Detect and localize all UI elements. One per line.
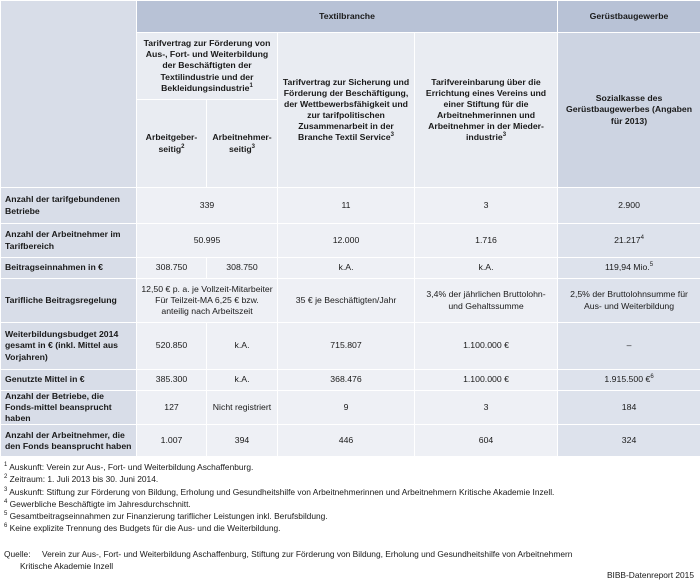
footnote-ref: 3 bbox=[251, 143, 256, 150]
cell-value: 604 bbox=[415, 425, 558, 457]
footnote-text: Auskunft: Verein zur Aus-, Fort- und Weiterbildung Aschaffenburg. bbox=[9, 462, 254, 472]
footnote-ref: 5 bbox=[649, 262, 654, 269]
footnote-ref: 6 bbox=[650, 374, 654, 381]
row-label: Anzahl der Arbeitnehmer im Tarifbereich bbox=[1, 224, 137, 258]
row-label: Anzahl der Betriebe, die Fonds-mittel beansprucht haben bbox=[1, 391, 137, 425]
cell-value: Nicht registriert bbox=[207, 391, 278, 425]
table-row bbox=[1, 224, 700, 258]
report-credit: BIBB-Datenreport 2015 bbox=[606, 570, 694, 580]
cell-value: 1.100.000 € bbox=[415, 370, 558, 391]
footnote-text: Gesamtbeitragseinnahmen zur Finanzierung tariflicher Leistungen inkl. Berufsbildung. bbox=[9, 511, 328, 522]
cell-value: 9 bbox=[278, 391, 415, 425]
cell-value: 50.995 bbox=[137, 224, 278, 258]
cell-value: 1.716 bbox=[415, 224, 558, 258]
header-tv-textil-service bbox=[278, 33, 415, 188]
footnote-number: 5 bbox=[4, 511, 8, 518]
cell-value: 308.750 bbox=[207, 258, 278, 279]
footnote-ref: 1 bbox=[249, 82, 253, 89]
footnote-ref: 4 bbox=[640, 235, 644, 242]
row-label: Genutzte Mittel in € bbox=[1, 370, 137, 391]
cell-value: k.A. bbox=[207, 370, 278, 391]
table-row bbox=[1, 323, 700, 370]
source-line-2: Kritische Akademie Inzell bbox=[20, 561, 114, 572]
cell-value: 3 bbox=[415, 188, 558, 224]
cell-value-text: 21.217 bbox=[614, 234, 641, 245]
footnote bbox=[4, 473, 696, 485]
cell-value: k.A. bbox=[278, 258, 415, 279]
footnote-ref: 3 bbox=[390, 132, 394, 139]
footnote-ref: 3 bbox=[502, 132, 507, 139]
cell-value-text: 119,94 Mio. bbox=[604, 262, 650, 273]
table-row bbox=[1, 279, 700, 323]
row-label: Anzahl der tarifgebundenen Betriebe bbox=[1, 188, 137, 224]
cell-value: 11 bbox=[278, 188, 415, 224]
footnote-text: Auskunft: Stiftung zur Förderung von Bildung, Erholung und Gesundheitshilfe von Arbeitnehmerinnen und Arbeitnehmern Kritische Akademie Inzell. bbox=[9, 486, 555, 497]
row-label: Tarifliche Beitragsregelung bbox=[1, 279, 137, 323]
header-tv-textil-service-text: Tarifvertrag zur Sicherung und Förderung der Beschäftigung, der Wettbewerbsfähigkeit und zur tarifpolitischen Zusammenarbeit in der Branche Textil Service bbox=[282, 76, 410, 143]
cell-value: 127 bbox=[137, 391, 207, 425]
footnote bbox=[4, 486, 696, 498]
footnote-number: 3 bbox=[4, 486, 8, 493]
footnote bbox=[4, 522, 696, 534]
header-arbeitnehmerseitig bbox=[207, 100, 278, 188]
source-line-1: Verein zur Aus-, Fort- und Weiterbildung Aschaffenburg, Stiftung zur Förderung von Bildung, Erholung und Gesundheitshilfe von Arbeitnehmern bbox=[42, 549, 573, 559]
cell-value: 385.300 bbox=[137, 370, 207, 391]
header-tv-miederindustrie bbox=[415, 33, 558, 188]
footnotes bbox=[4, 461, 696, 535]
table-row bbox=[1, 425, 700, 457]
footnote bbox=[4, 510, 696, 522]
header-arbeitnehmerseitig-text: Arbeitnehmer-seitig bbox=[212, 132, 272, 154]
cell-value: 446 bbox=[278, 425, 415, 457]
footnote-ref: 2 bbox=[181, 143, 185, 150]
footnote-number: 4 bbox=[4, 499, 8, 506]
table-row bbox=[1, 188, 700, 224]
header-tv-miederindustrie-text: Tarifvereinbarung über die Errichtung eines Vereins und einer Stiftung für die Arbeitnehmerinnen und Arbeitnehmer in der Mieder-industrie bbox=[425, 76, 547, 143]
cell-value: 184 bbox=[558, 391, 700, 425]
row-label: Anzahl der Arbeitnehmer, die den Fonds beansprucht haben bbox=[1, 425, 137, 457]
header-geruestbaugewerbe: Gerüstbaugewerbe bbox=[558, 1, 700, 33]
cell-value: 520.850 bbox=[137, 323, 207, 370]
cell-value bbox=[558, 370, 700, 391]
header-arbeitgeberseitig bbox=[137, 100, 207, 188]
cell-value: 35 € je Beschäftigten/Jahr bbox=[278, 279, 415, 323]
cell-value bbox=[558, 258, 700, 279]
cell-value: 2.900 bbox=[558, 188, 700, 224]
header-tv-textil-bekleidung-text: Tarifvertrag zur Förderung von Aus-, Fort- und Weiterbildung der Beschäftigten der Textilindustrie und der Bekleidungsindustrie bbox=[143, 38, 271, 93]
cell-value: 3,4% der jährlichen Bruttolohn- und Gehaltssumme bbox=[415, 279, 558, 323]
source-label: Quelle: bbox=[4, 549, 31, 559]
row-label: Weiterbildungsbudget 2014 gesamt in € (inkl. Mittel aus Vorjahren) bbox=[1, 323, 137, 370]
cell-value: k.A. bbox=[207, 323, 278, 370]
footnote-text: Zeitraum: 1. Juli 2013 bis 30. Juni 2014. bbox=[9, 474, 159, 485]
cell-value: 2,5% der Bruttolohnsumme für Aus- und Weiterbildung bbox=[558, 279, 700, 323]
header-tv-textil-bekleidung bbox=[137, 33, 278, 100]
cell-value: 368.476 bbox=[278, 370, 415, 391]
footnote-text: Gewerbliche Beschäftigte im Jahresdurchschnitt. bbox=[9, 498, 191, 509]
header-textilbranche: Textilbranche bbox=[137, 1, 558, 33]
footnote-number: 2 bbox=[4, 474, 8, 481]
table-row bbox=[1, 391, 700, 425]
table-row bbox=[1, 370, 700, 391]
cell-value bbox=[558, 224, 700, 258]
header-sozialkasse: Sozialkasse des Gerüstbaugewerbes (Angaben für 2013) bbox=[558, 33, 700, 188]
cell-value: – bbox=[558, 323, 700, 370]
row-label: Beitragseinnahmen in € bbox=[1, 258, 137, 279]
cell-value: k.A. bbox=[415, 258, 558, 279]
cell-value: 3 bbox=[415, 391, 558, 425]
source-note bbox=[4, 548, 604, 573]
cell-value-text: 1.915.500 € bbox=[604, 374, 651, 385]
cell-value: 12,50 € p. a. je Vollzeit-Mitarbeiter Für Teilzeit-MA 6,25 € bzw. anteilig nach Arbeitszeit bbox=[137, 279, 278, 323]
cell-value: 1.100.000 € bbox=[415, 323, 558, 370]
footnote-number: 6 bbox=[4, 523, 8, 530]
header-corner-cell bbox=[1, 1, 137, 188]
cell-value: 715.807 bbox=[278, 323, 415, 370]
footnote bbox=[4, 498, 696, 510]
cell-value: 12.000 bbox=[278, 224, 415, 258]
cell-value: 1.007 bbox=[137, 425, 207, 457]
header-arbeitgeberseitig-text: Arbeitgeber-seitig bbox=[145, 132, 198, 154]
footnote bbox=[4, 461, 696, 473]
cell-value: 324 bbox=[558, 425, 700, 457]
cell-value: 339 bbox=[137, 188, 278, 224]
cell-value: 308.750 bbox=[137, 258, 207, 279]
footnote-number: 1 bbox=[4, 462, 8, 469]
table-row bbox=[1, 258, 700, 279]
cell-value: 394 bbox=[207, 425, 278, 457]
footnote-text: Keine explizite Trennung des Budgets für die Aus- und die Weiterbildung. bbox=[9, 523, 281, 534]
